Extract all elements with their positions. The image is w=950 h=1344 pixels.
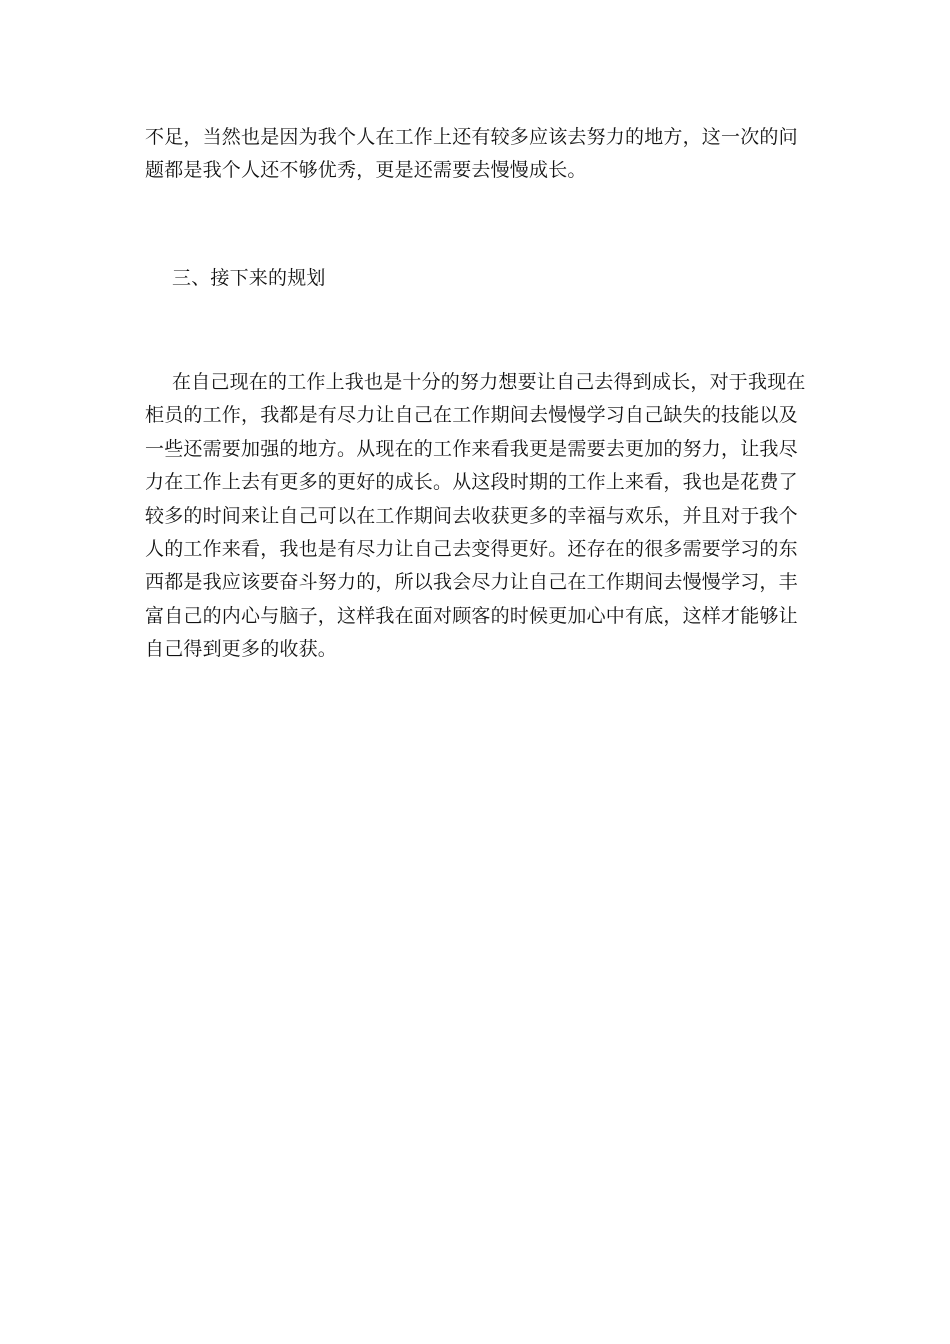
text-line: 人的工作来看，我也是有尽力让自己去变得更好。还存在的很多需要学习的东 <box>145 538 798 561</box>
text-line: 柜员的工作，我都是有尽力让自己在工作期间去慢慢学习自己缺失的技能以及 <box>145 404 798 427</box>
main-paragraph <box>145 366 810 667</box>
text-line: 较多的时间来让自己可以在工作期间去收获更多的幸福与欢乐，并且对于我个 <box>145 504 798 527</box>
text-line-content: 在自己现在的工作上我也是十分的努力想要让自己去得到成长，对于我现在 <box>172 371 806 393</box>
text-line: 西都是我应该要奋斗努力的，所以我会尽力让自己在工作期间去慢慢学习，丰 <box>145 571 798 594</box>
text-line: 题都是我个人还不够优秀，更是还需要去慢慢成长。 <box>145 159 587 182</box>
text-line <box>145 366 810 399</box>
text-line: 富自己的内心与脑子，这样我在面对顾客的时候更加心中有底，这样才能够让 <box>145 604 798 627</box>
text-line: 自己得到更多的收获。 <box>145 638 338 661</box>
section-heading: 三、接下来的规划 <box>172 267 326 289</box>
text-line: 力在工作上去有更多的更好的成长。从这段时期的工作上来看，我也是花费了 <box>145 471 798 494</box>
text-line: 不足，当然也是因为我个人在工作上还有较多应该去努力的地方，这一次的问 <box>145 126 798 148</box>
intro-paragraph <box>145 121 810 188</box>
text-line: 一些还需要加强的地方。从现在的工作来看我更是需要去更加的努力，让我尽 <box>145 437 798 460</box>
